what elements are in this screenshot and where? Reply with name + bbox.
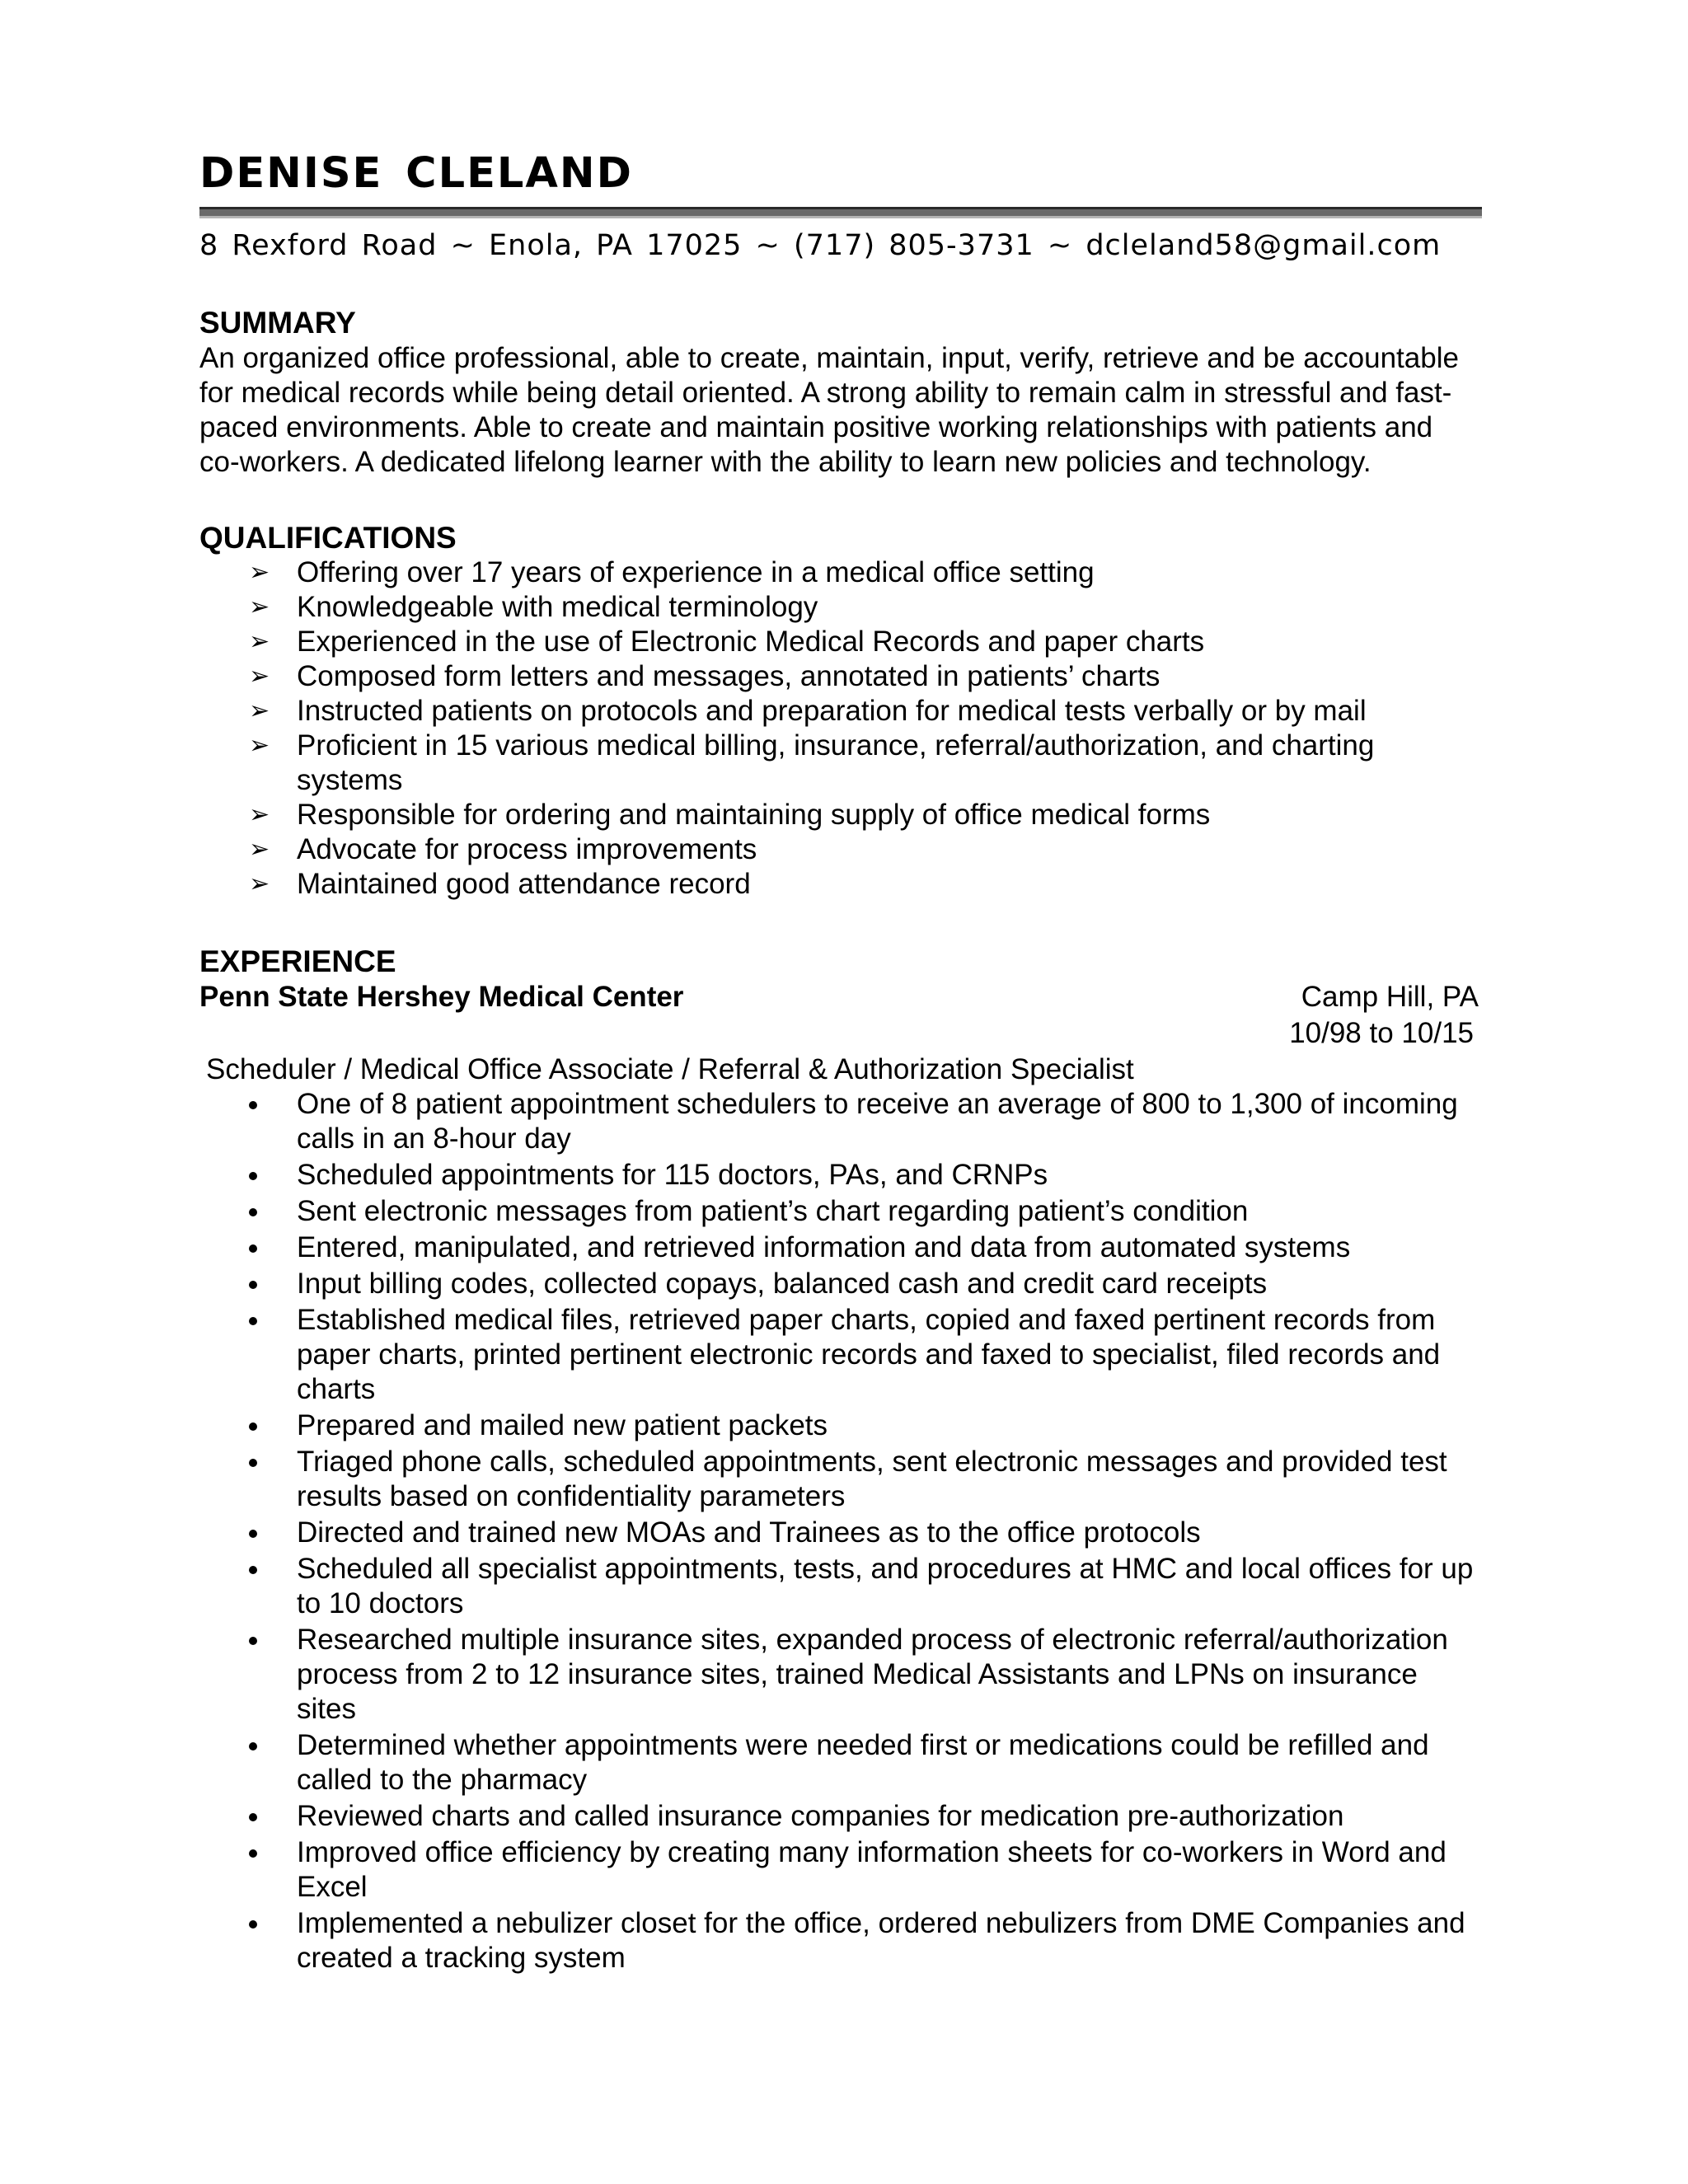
list-item: Scheduled all specialist appointments, tests, and procedures at HMC and local offices for up to 10 doctors	[199, 1552, 1477, 1621]
list-item: Scheduled appointments for 115 doctors, PAs, and CRNPs	[199, 1158, 1477, 1193]
list-item: Reviewed charts and called insurance companies for medication pre-authorization	[199, 1799, 1477, 1834]
bullet-dot-icon	[249, 1813, 257, 1821]
list-item: ➢ Instructed patients on protocols and preparation for medical tests verbally or by mail	[249, 695, 1367, 728]
bullet-dot-icon	[249, 1244, 257, 1253]
arrow-bullet-icon: ➢	[249, 628, 270, 656]
summary-text: An organized office professional, able to create, maintain, input, verify, retrieve and be accountable for medical records while being detail oriented. A strong ability to remain calm in stressful and fast-paced environments. Able to create and maintain positive working relationships with patients and co-workers. A dedicated lifelong learner with the ability to learn new policies and technology.	[199, 341, 1459, 478]
arrow-bullet-icon: ➢	[249, 836, 270, 864]
bullet-dot-icon	[249, 1530, 257, 1538]
bullet-dot-icon	[249, 1459, 257, 1467]
employment-dates: 10/98 to 10/15	[1289, 1016, 1474, 1049]
arrow-bullet-icon: ➢	[249, 801, 270, 829]
bullet-dot-icon	[249, 1920, 257, 1929]
list-item: ➢ Experienced in the use of Electronic Medical Records and paper charts	[249, 626, 1205, 658]
applicant-name: DENISE CLELAND	[199, 149, 633, 198]
duties-list	[199, 1087, 1477, 1975]
bullet-dot-icon	[249, 1566, 257, 1574]
arrow-bullet-icon: ➢	[249, 559, 270, 587]
arrow-bullet-icon: ➢	[249, 663, 270, 691]
list-item: Improved office efficiency by creating many information sheets for co-workers in Word and Excel	[199, 1835, 1477, 1905]
bullet-dot-icon	[249, 1849, 257, 1858]
list-item: ➢ Offering over 17 years of experience in a medical office setting	[249, 556, 1095, 589]
list-item: Prepared and mailed new patient packets	[199, 1408, 1477, 1443]
list-item: One of 8 patient appointment schedulers to receive an average of 800 to 1,300 of incoming calls in an 8-hour day	[199, 1087, 1477, 1156]
employer-location: Camp Hill, PA	[1301, 980, 1479, 1013]
list-item: ➢ Composed form letters and messages, annotated in patients’ charts	[249, 660, 1160, 693]
list-item: ➢ Proficient in 15 various medical billing, insurance, referral/authorization, and charting systems	[249, 729, 1375, 797]
contact-line: 8 Rexford Road ~ Enola, PA 17025 ~ (717) 805-3731 ~ dcleland58@gmail.com	[199, 229, 1442, 262]
list-item: ➢ Knowledgeable with medical terminology	[249, 591, 818, 624]
list-item: Established medical files, retrieved paper charts, copied and faxed pertinent records from paper charts, printed pertinent electronic records and faxed to specialist, filed records and charts	[199, 1303, 1477, 1407]
list-item: Researched multiple insurance sites, expanded process of electronic referral/authorization process from 2 to 12 insurance sites, trained Medical Assistants and LPNs on insurance sites	[199, 1623, 1477, 1727]
resume-page	[199, 144, 1477, 1977]
bullet-dot-icon	[249, 1172, 257, 1180]
list-item: Implemented a nebulizer closet for the office, ordered nebulizers from DME Companies and created a tracking system	[199, 1906, 1477, 1975]
dates-row	[199, 1016, 1477, 1052]
header-divider	[199, 207, 1482, 218]
bullet-dot-icon	[249, 1208, 257, 1216]
list-item: Determined whether appointments were needed first or medications could be refilled and called to the pharmacy	[199, 1728, 1477, 1797]
arrow-bullet-icon: ➢	[249, 593, 270, 621]
qualifications-heading: QUALIFICATIONS	[199, 520, 457, 555]
bullet-dot-icon	[249, 1317, 257, 1325]
qualifications-list	[199, 555, 1477, 902]
list-item: Input billing codes, collected copays, balanced cash and credit card receipts	[199, 1267, 1477, 1301]
bullet-dot-icon	[249, 1422, 257, 1431]
summary-heading: SUMMARY	[199, 306, 356, 340]
employer-name: Penn State Hershey Medical Center	[199, 980, 684, 1013]
list-item: ➢ Advocate for process improvements	[249, 833, 757, 866]
list-item: ➢ Maintained good attendance record	[249, 868, 751, 901]
bullet-dot-icon	[249, 1281, 257, 1289]
arrow-bullet-icon: ➢	[249, 732, 270, 760]
bullet-dot-icon	[249, 1637, 257, 1645]
list-item: Triaged phone calls, scheduled appointments, sent electronic messages and provided test results based on confidentiality parameters	[199, 1445, 1477, 1514]
arrow-bullet-icon: ➢	[249, 870, 270, 898]
list-item: Directed and trained new MOAs and Trainees as to the office protocols	[199, 1516, 1477, 1550]
job-title: Scheduler / Medical Office Associate / Referral & Authorization Specialist	[206, 1052, 1134, 1085]
experience-heading: EXPERIENCE	[199, 944, 396, 979]
arrow-bullet-icon: ➢	[249, 697, 270, 725]
list-item: Entered, manipulated, and retrieved information and data from automated systems	[199, 1230, 1477, 1265]
bullet-dot-icon	[249, 1101, 257, 1109]
employer-row	[199, 980, 1477, 1016]
list-item: ➢ Responsible for ordering and maintaining supply of office medical forms	[249, 799, 1211, 832]
list-item: Sent electronic messages from patient’s chart regarding patient’s condition	[199, 1194, 1477, 1229]
bullet-dot-icon	[249, 1742, 257, 1750]
